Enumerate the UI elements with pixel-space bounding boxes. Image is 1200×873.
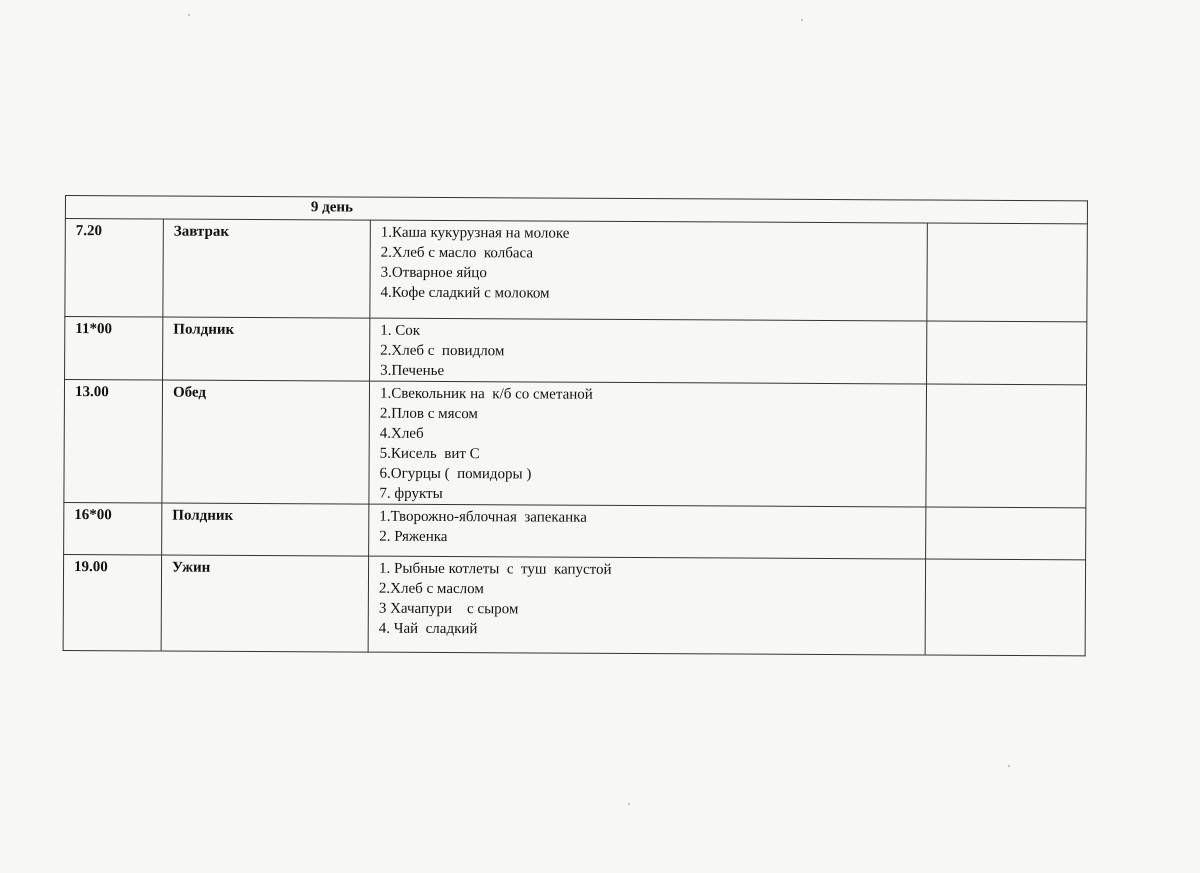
menu-item: 3.Печенье (380, 362, 445, 379)
scan-speck (188, 14, 190, 16)
time-cell: 16*00 (64, 502, 162, 555)
table-row (64, 380, 1087, 508)
scan-speck (801, 19, 803, 21)
menu-item: 2. Ряженка (379, 528, 448, 546)
meal-cell: Полдник (163, 317, 370, 381)
items-cell (370, 220, 928, 321)
table-row (65, 219, 1088, 322)
scan-speck (628, 803, 630, 805)
meal-cell: Завтрак (163, 219, 371, 318)
menu-item: 1.Каша кукурузная на молоке (380, 224, 570, 242)
menu-item: 2.Хлеб с масло колбаса (380, 244, 534, 262)
menu-table (63, 195, 1088, 656)
empty-cell (926, 384, 1087, 508)
menu-item: 1. Рыбные котлеты с туш капустой (379, 560, 612, 578)
empty-cell (926, 507, 1086, 560)
menu-item: 1. Сок (380, 322, 421, 339)
items-cell (370, 318, 927, 384)
meal-cell: Ужин (161, 555, 368, 652)
menu-item: 5.Кисель вит С (379, 445, 480, 463)
items-cell (368, 556, 925, 655)
table-row (63, 554, 1086, 655)
scan-speck (1008, 765, 1010, 767)
time-cell: 7.20 (65, 219, 164, 318)
menu-item: 4.Хлеб (379, 425, 424, 442)
empty-cell (925, 559, 1086, 656)
menu-item: 1.Творожно-яблочная запеканка (379, 508, 587, 526)
table-row (64, 502, 1086, 559)
items-cell (369, 504, 926, 559)
empty-cell (927, 223, 1088, 322)
empty-cell (927, 321, 1087, 385)
table-title: 9 день (65, 196, 1087, 224)
menu-item: 4. Чай сладкий (378, 620, 478, 638)
menu-item: 1.Свекольник на к/б со сметаной (379, 385, 593, 403)
time-cell: 19.00 (63, 554, 162, 651)
menu-item: 6.Огурцы ( помидоры ) (379, 465, 532, 483)
menu-item: 3 Хачапури с сыром (378, 600, 519, 618)
table-row (65, 317, 1087, 385)
menu-item: 2.Плов с мясом (379, 405, 478, 423)
items-cell (369, 381, 927, 507)
menu-item: 2.Хлеб с повидлом (380, 342, 505, 360)
meal-cell: Полдник (162, 503, 369, 556)
menu-item: 7. фрукты (379, 485, 443, 502)
time-cell: 11*00 (65, 317, 163, 381)
menu-item: 3.Отварное яйцо (380, 264, 487, 282)
menu-item: 2.Хлеб с маслом (378, 580, 484, 598)
menu-item: 4.Кофе сладкий с молоком (380, 284, 550, 302)
time-cell: 13.00 (64, 380, 163, 504)
meal-cell: Обед (162, 380, 370, 504)
